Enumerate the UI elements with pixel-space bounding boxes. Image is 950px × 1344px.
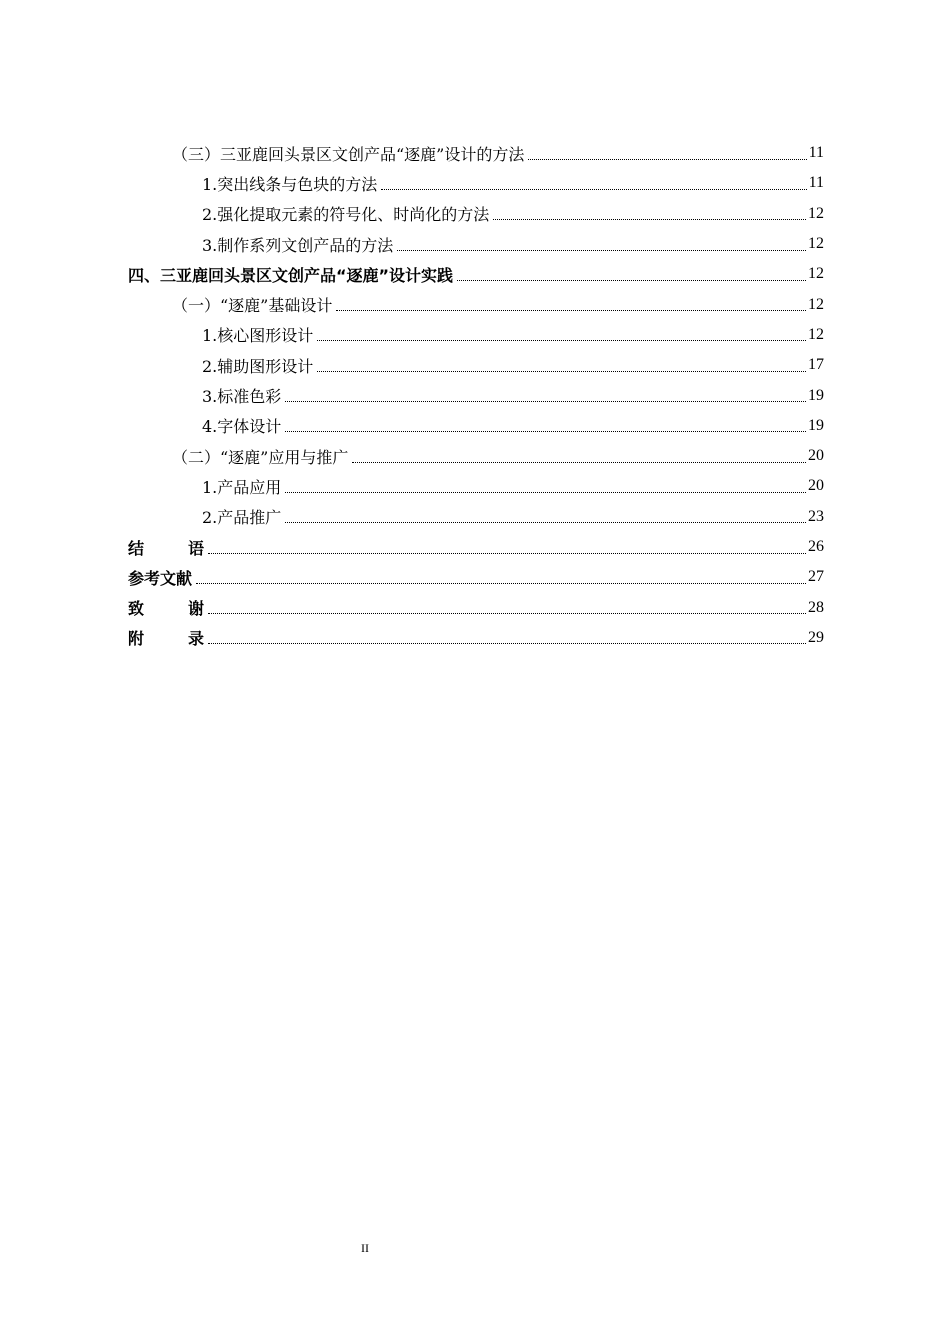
dot-leader	[285, 492, 806, 493]
dot-leader	[336, 310, 806, 311]
toc-entry-acknowledgements[interactable]	[128, 592, 824, 622]
title-char: 致	[128, 599, 145, 619]
toc-entry-title: 参考文献	[128, 566, 194, 589]
toc-entry-page: 12	[808, 265, 824, 283]
toc-entry-title: 3.制作系列文创产品的方法	[202, 233, 395, 256]
title-char: 语	[187, 538, 204, 558]
page-number: II	[361, 1241, 369, 1255]
dot-leader	[493, 219, 806, 220]
toc-entry-title: （一）“逐鹿”基础设计	[172, 293, 334, 316]
toc-entry-title	[128, 626, 206, 649]
dot-leader	[317, 340, 806, 341]
toc-entry-title: 4.字体设计	[202, 414, 283, 437]
dot-leader	[285, 401, 806, 402]
dot-leader	[317, 371, 806, 372]
toc-entry[interactable]	[128, 320, 824, 350]
toc-entry-title: 2.产品推广	[202, 505, 283, 528]
toc-entry[interactable]	[128, 471, 824, 501]
title-char: 录	[187, 629, 204, 649]
dot-leader	[208, 553, 806, 554]
toc-entry-title	[128, 596, 206, 619]
toc-entry-title	[128, 536, 206, 559]
toc-entry-page: 23	[808, 507, 824, 525]
toc-entry-page: 28	[808, 598, 824, 616]
toc-entry-title: 四、三亚鹿回头景区文创产品“逐鹿”设计实践	[128, 263, 455, 286]
toc-entry[interactable]	[128, 289, 824, 319]
dot-leader	[397, 250, 806, 251]
dot-leader	[208, 643, 806, 644]
toc-entry-page: 12	[808, 204, 824, 222]
toc-entry-title: 1.产品应用	[202, 475, 283, 498]
toc-entry-page: 19	[808, 386, 824, 404]
dot-leader	[381, 189, 806, 190]
toc-entry[interactable]	[128, 350, 824, 380]
title-char: 结	[128, 538, 145, 558]
toc-entry-page: 11	[808, 144, 824, 162]
toc-entry-title: 1.突出线条与色块的方法	[202, 172, 379, 195]
toc-entry-page: 20	[808, 447, 824, 465]
toc-entry[interactable]	[128, 259, 824, 289]
dot-leader	[285, 522, 806, 523]
toc-entry-title: 3.标准色彩	[202, 384, 283, 407]
toc-entry[interactable]	[128, 411, 824, 441]
dot-leader	[352, 462, 806, 463]
toc-entry[interactable]	[128, 441, 824, 471]
title-char: 附	[128, 629, 145, 649]
toc-entry-page: 11	[808, 174, 824, 192]
toc-entry[interactable]	[128, 229, 824, 259]
title-char: 谢	[187, 599, 204, 619]
toc-entry-title: 2.强化提取元素的符号化、时尚化的方法	[202, 202, 491, 225]
toc-entry[interactable]	[128, 380, 824, 410]
dot-leader	[196, 583, 806, 584]
toc-entry-title: 1.核心图形设计	[202, 323, 315, 346]
toc-entry-page: 27	[808, 568, 824, 586]
toc-entry-appendix[interactable]	[128, 623, 824, 653]
toc-entry-page: 19	[808, 416, 824, 434]
toc-entry[interactable]	[128, 199, 824, 229]
toc-entry[interactable]	[128, 138, 824, 168]
toc-entry-page: 17	[808, 356, 824, 374]
toc-entry-page: 12	[808, 325, 824, 343]
table-of-contents	[128, 138, 824, 653]
dot-leader	[285, 431, 806, 432]
dot-leader	[528, 159, 806, 160]
toc-entry[interactable]	[128, 502, 824, 532]
toc-entry-conclusion[interactable]	[128, 532, 824, 562]
toc-entry-title: （三）三亚鹿回头景区文创产品“逐鹿”设计的方法	[172, 142, 526, 165]
dot-leader	[208, 613, 806, 614]
toc-entry[interactable]	[128, 168, 824, 198]
toc-entry-title: （二）“逐鹿”应用与推广	[172, 445, 350, 468]
toc-entry-title: 2.辅助图形设计	[202, 354, 315, 377]
toc-entry-page: 29	[808, 628, 824, 646]
toc-entry-page: 12	[808, 295, 824, 313]
toc-entry-page: 12	[808, 235, 824, 253]
toc-entry-page: 20	[808, 477, 824, 495]
toc-entry-page: 26	[808, 538, 824, 555]
dot-leader	[457, 280, 806, 281]
toc-entry-references[interactable]	[128, 562, 824, 592]
